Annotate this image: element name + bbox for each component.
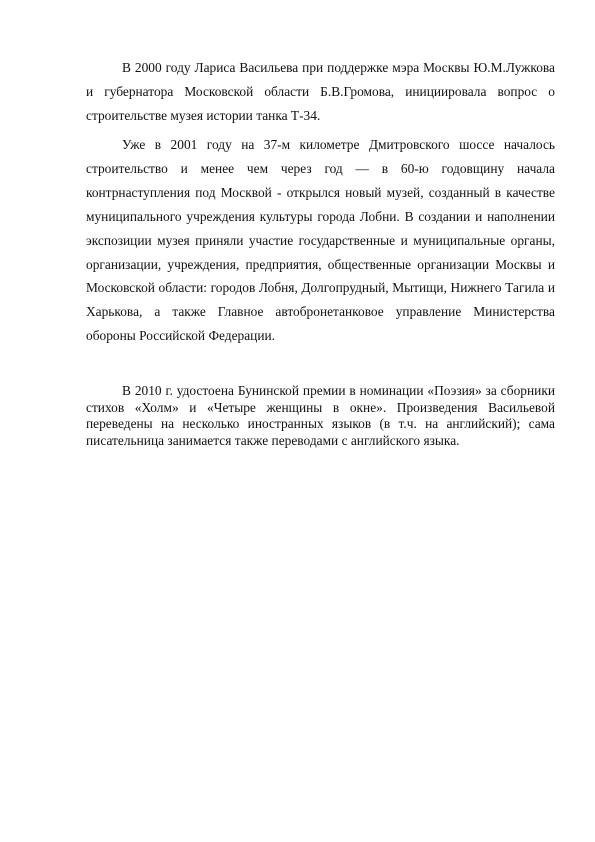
paragraph-bunin-prize: В 2010 г. удостоена Бунинской премии в номинации «Поэзия» за сборники стихов «Холм» и «Четыре женщины в окне». Произведения Васильевой переведены на несколько иностранных языков (в т.ч. на английский); сама писательница занимается также переводами с английского языка. [86,383,555,448]
paragraph-museum-initiative: В 2000 году Лариса Васильева при поддержке мэра Москвы Ю.М.Лужкова и губернатора Московской области Б.В.Громова, инициировала вопрос о строительстве музея истории танка Т-34. [86,60,555,123]
paragraph-museum-opening: Уже в 2001 году на 37-м километре Дмитровского шоссе началось строительство и менее чем через год — в 60-ю годовщину начала контрнаступления под Москвой - открылся новый музей, созданный в качестве муниципального учреждения культуры города Лобни. В создании и наполнении экспозиции музея приняли участие государственные и муниципальные органы, организации, учреждения, предприятия, общественные организации Москвы и Московской области: городов Лобня, Долгопрудный, Мытищи, Нижнего Тагила и Харькова, а также Главное автобронетанковое управление Министерства обороны Российской Федерации. [86,137,555,344]
